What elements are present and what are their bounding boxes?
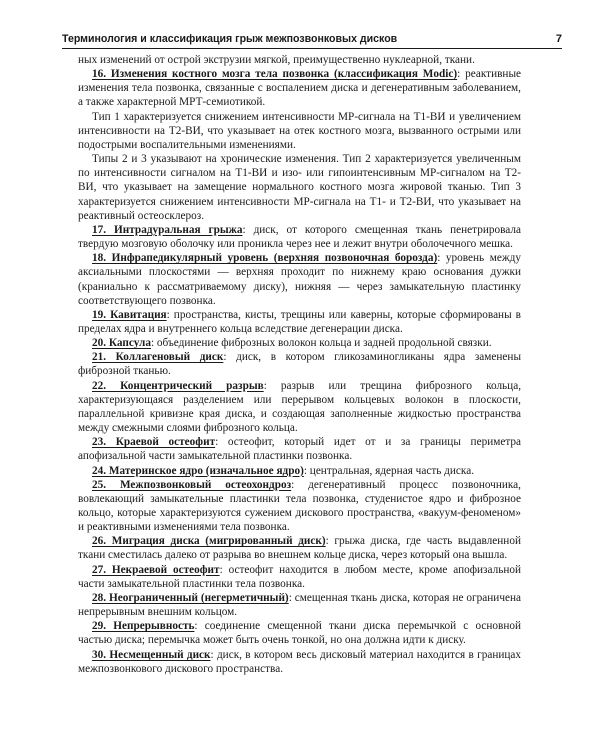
term: 23. Краевой остеофит <box>92 436 216 449</box>
term: 22. Концентрический разрыв <box>92 379 264 392</box>
paragraph: 29. Непрерывность: соединение смещенной ткани диска перемычкой с основной частью диска; перемычка может быть очень тонкой, но она должна идти к диску. <box>78 620 521 647</box>
term: 17. Интрадуральная грыжа <box>92 223 243 236</box>
term: 21. Коллагеновый диск <box>92 351 224 364</box>
term: 18. Инфрапедикулярный уровень (верхняя позвоночная борозда) <box>92 252 438 265</box>
term: 26. Миграция диска (мигрированный диск) <box>92 535 326 548</box>
running-header <box>62 32 562 49</box>
paragraph: 26. Миграция диска (мигрированный диск): грыжа диска, где часть выдавленной ткани сместилась далеко от разрыва во внешнем кольце диска, через который она вышла. <box>78 535 521 562</box>
term: 28. Неограниченный (негерметичный) <box>92 591 289 604</box>
paragraph: 28. Неограниченный (негерметичный): смещенная ткань диска, которая не ограничена непрерывным внешним кольцом. <box>78 591 521 619</box>
term: 27. Некраевой остеофит <box>92 563 220 576</box>
paragraph: 23. Краевой остеофит: остеофит, который идет от и за границы периметра апофизальной части замыкательной пластинки позвонка. <box>78 436 521 463</box>
term: 29. Непрерывность <box>92 620 195 633</box>
term: 20. Капсула <box>92 337 151 350</box>
paragraph: 24. Материнское ядро (изначальное ядро): центральная, ядерная часть диска. <box>92 464 475 477</box>
paragraph: 25. Межпозвонковый остеохондроз: дегенеративный процесс позвоночника, вовлекающий замыкательные пластинки тела позвонка, студенистое ядро и фиброзное кольцо, которые характеризуются сужением дискового пространства, «вакуум-феноменом» и реактивными изменениями тела позвонка. <box>78 478 521 534</box>
paragraph: 22. Концентрический разрыв: разрыв или трещина фиброзного кольца, характеризующаяся разделением или перерывом кольцевых волокон в плоскости, параллельной кривизне края диска, и создающая заполненные жидкостью пространства между смежными слоями фиброзного кольца. <box>78 379 522 435</box>
term: 25. Межпозвонковый остеохондроз <box>92 478 292 491</box>
paragraph: 16. Изменения костного мозга тела позвонка (классификация Modic): реактивные изменения тела позвонка, связанные с воспалением диска и дегенеративным заболеванием, а также характерной МРТ-семиотикой. <box>78 68 522 109</box>
body-text <box>78 53 521 676</box>
paragraph: 27. Некраевой остеофит: остеофит находится в любом месте, кроме апофизальной части замыкательной пластинки тела позвонка. <box>78 563 521 590</box>
paragraph: Тип 1 характеризуется снижением интенсивности МР-сигнала на Т1-ВИ и увеличением интенсивности на Т2-ВИ, что указывает на отек костного мозга, вызванного острыми или подострыми воспалительными изменениями. <box>78 110 521 151</box>
paragraph: Типы 2 и 3 указывают на хронические изменения. Тип 2 характеризуется увеличенным по интенсивности сигналом на Т1-ВИ и изо- или гипоинтенсивным МР-сигналом на Т2-ВИ, что указывает на замещение нормального костного мозга жировой тканью. Тип 3 характеризуется снижением интенсивности МР-сигнала на Т1- и Т2-ВИ, что указывает на реактивный остеосклероз. <box>78 153 521 222</box>
page-number: 7 <box>555 33 562 45</box>
term: 24. Материнское ядро (изначальное ядро) <box>92 464 304 477</box>
term: 16. Изменения костного мозга тела позвонка (классификация Modic) <box>92 68 458 81</box>
paragraph: 17. Интрадуральная грыжа: диск, от которого смещенная ткань пенетрировала твердую мозговую оболочку или проникла через нее и лежит внутри оболочечного мешка. <box>78 223 521 251</box>
header-title: Терминология и классификация грыж межпозвонковых дисков <box>62 33 398 45</box>
paragraph: 19. Кавитация: пространства, кисты, трещины или каверны, которые сформированы в пределах ядра и внутреннего кольца вследствие дегенерации диска. <box>78 308 521 335</box>
term: 19. Кавитация <box>92 308 167 321</box>
term: 30. Несмещенный диск <box>92 648 211 661</box>
paragraph: 20. Капсула: объединение фиброзных волокон кольца и задней продольной связки. <box>92 337 492 350</box>
paragraph: 18. Инфрапедикулярный уровень (верхняя позвоночная борозда): уровень между аксиальными плоскостями — верхняя проходит по нижнему краю основания дужки (краниально к рассматриваемому диску), нижняя — через замыкательную пластинку соответствующего позвонка. <box>78 252 521 307</box>
paragraph: 30. Несмещенный диск: диск, в котором весь дисковый материал находится в границах межпозвонкового дискового пространства. <box>78 648 522 675</box>
paragraph: 21. Коллагеновый диск: диск, в котором гликозаминогликаны ядра заменены фиброзной тканью. <box>78 351 522 378</box>
paragraph: ных изменений от острой экструзии мягкой, преимущественно нуклеарной, ткани. <box>78 54 475 66</box>
